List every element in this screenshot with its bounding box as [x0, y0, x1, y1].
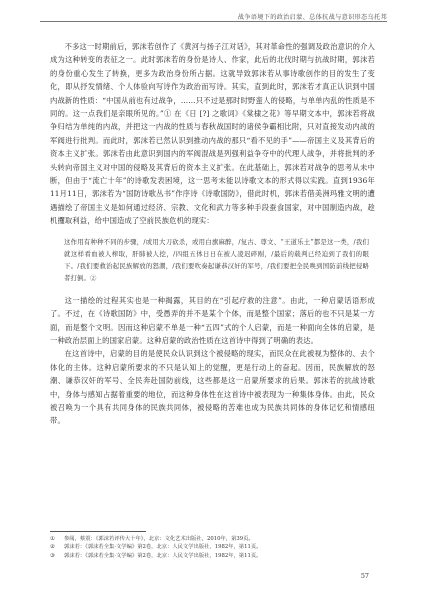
- body-paragraph: 不多这一时期前后，郭沫若创作了《黄河与扬子江对话》，其对革命性的强调及政治意识的介入成为这种转变的表征之一。此时郭沫若的身份是诗人、作家，此后的北伐时期与抗战时期，郭沫若的身份重心发生了转换，更多为政治身份所占据。这就导致郭沫若从事诗歌创作的目的发生了变化，即从抒发情绪、个人体验向写诗作为政治而写诗。其实，直到此时，郭沫若才真正认识到中国内战新的性质：“中国从前也有过战争，……只不过是那时时野蛮人的侵略，与单单内乱的性质是不同的。这一点我们是亲眼所见的。”① 在《日 [?] 之歌词》《棠棣之花》等早期文本中，郭沫若将战争归结为单纯的内战，并把这一内战的性质与春秋战国时的诸侯争霸相比附，只对直接发动内战的军阀进行批判。而此时，郭沫若已然认识到推动内战的那只“看不见的手”——帝国主义及其背后的资本主义扩张。郭沫若由此意识到国内的军阀混战是列强利益争夺中的代理人战争，并将批判的矛头转向帝国主义对中国的侵略及其背后的资本主义扩张。在此基础上，郭沫若对战争的思考从未中断，但由于“流亡十年”的诗歌发表困境，这一思考未能以诗歌文本的形式得以实践。直到1936年11月11日，郭沫若为“国防诗歌丛书”作序诗《诗歌国防》，借此时机，郭沫若借美洲玛雅文明的遭遇描绘了帝国主义是如何通过经济、宗教、文化和武力等多种手段蚕食国家，对中国制造内战，趁机攫取利益，给中国造成了空前民族危机的现实：: [50, 42, 375, 226]
- footnote: [50, 543, 375, 551]
- main-text: [50, 40, 375, 428]
- footnote: [50, 535, 375, 543]
- footnote-text: 参阅，蔡震：《郭沫若评传大十年》，北京：文化艺术出版社，2010年，第39页。: [64, 536, 254, 542]
- footnote-marker: ②: [50, 544, 55, 551]
- footnote-marker: ①: [50, 536, 55, 542]
- footnote: [50, 552, 375, 560]
- footnote-text: 郭沫若：《郭沫若全集·文学编》第2卷，北京：人民文学出版社，1982年，第11页。: [64, 544, 262, 551]
- body-paragraph: 这一描绘的过程其实也是一种揭露，其目的在“引起疗救的注意”。由此，一种启蒙话语形成了。不过，在《诗歌国防》中，受愚弄的并不是某个个体，而是整个国家；落后的也不只是某一方面，而是整个文明。因而这种启蒙不单是一种“五四”式的个人启蒙，而是一种面向全体的启蒙，是一种政治层面上的国家启蒙。这种启蒙的政治性质在这首诗中得到了明确的表达。: [50, 295, 375, 345]
- footnote-marker: ③: [50, 552, 55, 559]
- running-header: 战争语境下的政治启蒙、总体抗战与意识形态乌托邦: [237, 14, 387, 21]
- header-rule: [40, 21, 387, 22]
- body-paragraph: 在这首诗中，启蒙的目的是使民众认识到这个被侵略的现实，而民众在此被视为整体的、去个体化的主体。这种启蒙所要求的不只是认知上的觉醒，更是行动上的奋起。因而，民族解放的怒潮、谦恭汉奸的军号、全民奔赴国防前线，这些都是这一启蒙所要求的后果。郭沫若的抗战诗歌中，身体与感知占据着重要的地位，而这种身体性在这首诗中被表现为一种集体身体。由此，民众被召唤为一个具有共同身体的民族共同体，被侵略的苦难也成为民族共同体的身体记忆和情感纽带。: [50, 349, 375, 426]
- footnotes: [50, 535, 375, 560]
- page-number: 57: [360, 572, 369, 580]
- footnote-text: 郭沫若：《郭沫若全集·文学编》第2卷，北京：人民文学出版社，1982年，第11页。: [64, 552, 262, 559]
- footnote-rule: [50, 531, 146, 532]
- poem-quotation: 这作用有种种不同的步骤，/或用大刀砍杀，或用白旗麻醉，/复古、尊文、“王道乐土”都是这一类，/我们就这样看血被人榨取，肝肺被人挖，/四组五体日日在被人凌迟碎剐，/最后的载判已经迫到了我们的眼下。/我们要救治起民族解放的怒潮，/我们要吹奏起谦恭汉奸的军号，/我们要把全民唤到国防前线把侵略者打倒。②: [64, 237, 369, 282]
